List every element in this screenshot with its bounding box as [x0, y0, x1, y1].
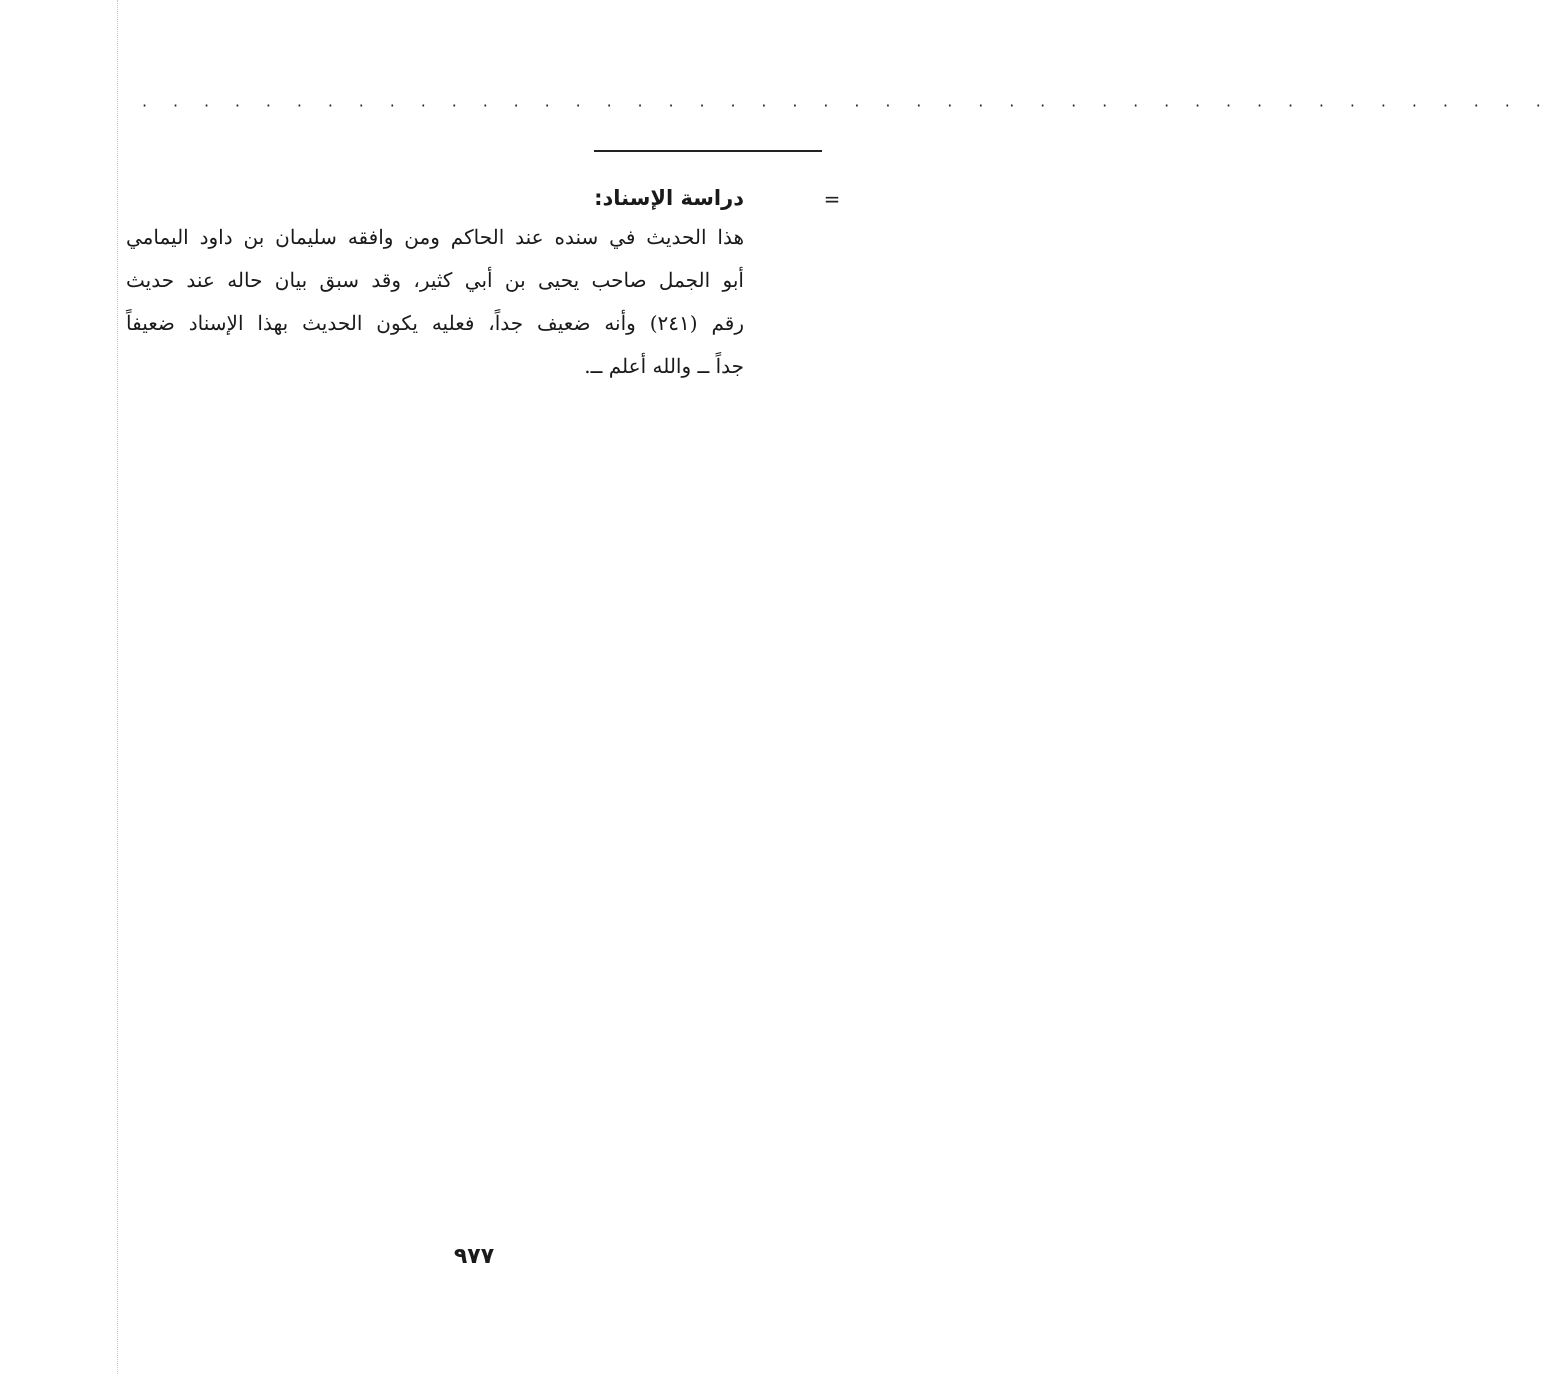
body-line: هذا الحديث في سنده عند الحاكم ومن وافقه سليمان بن داود اليمامي	[126, 225, 744, 249]
section-heading: دراسة الإسناد:	[594, 186, 744, 210]
body-line: جداً ــ والله أعلم ــ.	[584, 354, 744, 378]
footnote-dot-separator: · · · · · · · · · · · · · · · · · · · · · · · · · · · · · · · · · · · · · · · · · · · · · ·	[142, 96, 1551, 115]
continuation-mark: =	[823, 187, 841, 211]
page-number: ٩٧٧	[453, 1244, 495, 1269]
section-body	[126, 216, 744, 388]
binding-edge-line	[117, 0, 118, 1374]
body-line: رقم (٢٤١) وأنه ضعيف جداً، فعليه يكون الحديث بهذا الإسناد ضعيفاً	[126, 311, 744, 335]
body-line: أبو الجمل صاحب يحيى بن أبي كثير، وقد سبق بيان حاله عند حديث	[126, 268, 744, 292]
footnote-rule	[594, 150, 822, 152]
